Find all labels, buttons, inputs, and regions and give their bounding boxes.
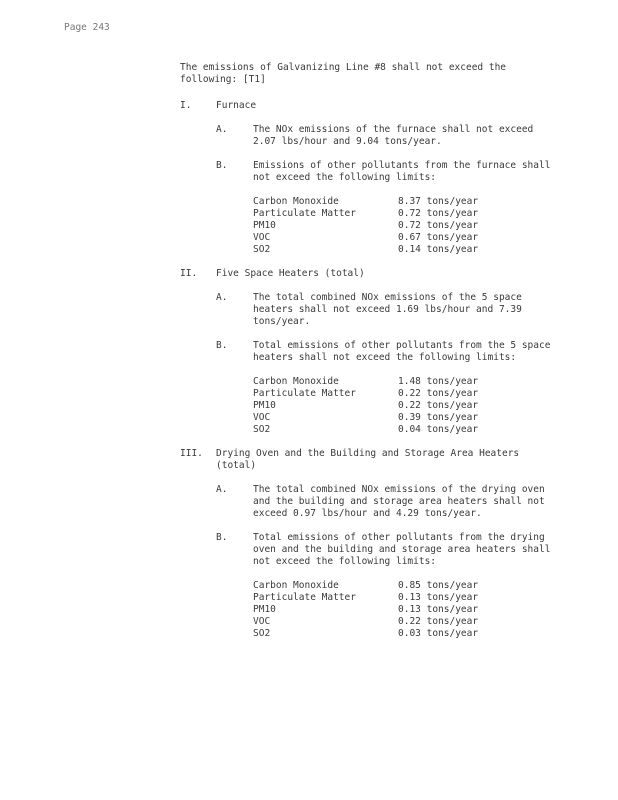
item-b: [216, 160, 560, 256]
pollutant-name: Carbon Monoxide: [253, 196, 339, 207]
item-a: [216, 292, 560, 328]
item-text: Emissions of other pollutants from the furnace shall not exceed the following limits:: [253, 160, 551, 183]
limit-row: [253, 220, 560, 232]
section-drying-oven: [180, 448, 560, 640]
item-letter: B.: [216, 160, 228, 171]
item-letter: B.: [216, 340, 228, 351]
limits-table: [253, 376, 560, 436]
pollutant-name: Particulate Matter: [253, 592, 356, 603]
item-letter: A.: [216, 124, 228, 135]
pollutant-limit: 0.67 tons/year: [398, 232, 479, 243]
pollutant-limit: 8.37 tons/year: [398, 196, 479, 207]
pollutant-name: PM10: [253, 604, 276, 615]
pollutant-limit: 0.85 tons/year: [398, 580, 479, 591]
pollutant-name: SO2: [253, 628, 271, 639]
limit-row: [253, 628, 560, 640]
item-text: Total emissions of other pollutants from the drying oven and the building and storage area heaters shall not exceed the following limits:: [253, 532, 551, 567]
pollutant-limit: 0.22 tons/year: [398, 388, 479, 399]
item-text: The total combined NOx emissions of the drying oven and the building and storage area heaters shall not exceed 0.97 lbs/hour and 4.29 tons/year.: [253, 484, 545, 519]
document-body: [180, 62, 560, 652]
pollutant-name: Carbon Monoxide: [253, 376, 339, 387]
pollutant-name: PM10: [253, 220, 276, 231]
section-title: Five Space Heaters (total): [216, 268, 365, 279]
pollutant-name: Carbon Monoxide: [253, 580, 339, 591]
item-letter: A.: [216, 292, 228, 303]
pollutant-name: PM10: [253, 400, 276, 411]
item-text: The NOx emissions of the furnace shall not exceed 2.07 lbs/hour and 9.04 tons/year.: [253, 124, 534, 147]
section-title: Furnace: [216, 100, 257, 111]
pollutant-limit: 0.39 tons/year: [398, 412, 479, 423]
limits-table: [253, 580, 560, 640]
limit-row: [253, 412, 560, 424]
pollutant-limit: 1.48 tons/year: [398, 376, 479, 387]
limit-row: [253, 580, 560, 592]
pollutant-limit: 0.13 tons/year: [398, 604, 479, 615]
item-text: Total emissions of other pollutants from the 5 space heaters shall not exceed the following limits:: [253, 340, 551, 363]
limit-row: [253, 208, 560, 220]
limit-row: [253, 388, 560, 400]
limit-row: [253, 232, 560, 244]
limit-row: [253, 424, 560, 436]
limit-row: [253, 400, 560, 412]
section-title: Drying Oven and the Building and Storage Area Heaters (total): [216, 448, 520, 471]
limit-row: [253, 196, 560, 208]
item-b: [216, 532, 560, 640]
pollutant-limit: 0.04 tons/year: [398, 424, 479, 435]
pollutant-limit: 0.13 tons/year: [398, 592, 479, 603]
item-letter: B.: [216, 532, 228, 543]
item-b: [216, 340, 560, 436]
limit-row: [253, 244, 560, 256]
pollutant-limit: 0.72 tons/year: [398, 220, 479, 231]
item-text: The total combined NOx emissions of the 5 space heaters shall not exceed 1.69 lbs/hour and 7.39 tons/year.: [253, 292, 522, 327]
pollutant-name: SO2: [253, 244, 271, 255]
pollutant-limit: 0.03 tons/year: [398, 628, 479, 639]
section-number: II.: [180, 268, 198, 279]
page-number: Page 243: [64, 22, 110, 33]
limit-row: [253, 592, 560, 604]
pollutant-limit: 0.72 tons/year: [398, 208, 479, 219]
pollutant-name: Particulate Matter: [253, 208, 356, 219]
pollutant-limit: 0.22 tons/year: [398, 616, 479, 627]
section-number: III.: [180, 448, 203, 459]
section-space-heaters: [180, 268, 560, 436]
intro-paragraph: The emissions of Galvanizing Line #8 shall not exceed the following: [T1]: [180, 62, 507, 85]
item-a: [216, 124, 560, 148]
pollutant-name: VOC: [253, 412, 271, 423]
item-letter: A.: [216, 484, 228, 495]
pollutant-limit: 0.14 tons/year: [398, 244, 479, 255]
pollutant-limit: 0.22 tons/year: [398, 400, 479, 411]
pollutant-name: VOC: [253, 232, 271, 243]
pollutant-name: Particulate Matter: [253, 388, 356, 399]
limit-row: [253, 616, 560, 628]
limit-row: [253, 604, 560, 616]
limit-row: [253, 376, 560, 388]
section-number: I.: [180, 100, 192, 111]
item-a: [216, 484, 560, 520]
section-furnace: [180, 100, 560, 256]
pollutant-name: VOC: [253, 616, 271, 627]
limits-table: [253, 196, 560, 256]
pollutant-name: SO2: [253, 424, 271, 435]
